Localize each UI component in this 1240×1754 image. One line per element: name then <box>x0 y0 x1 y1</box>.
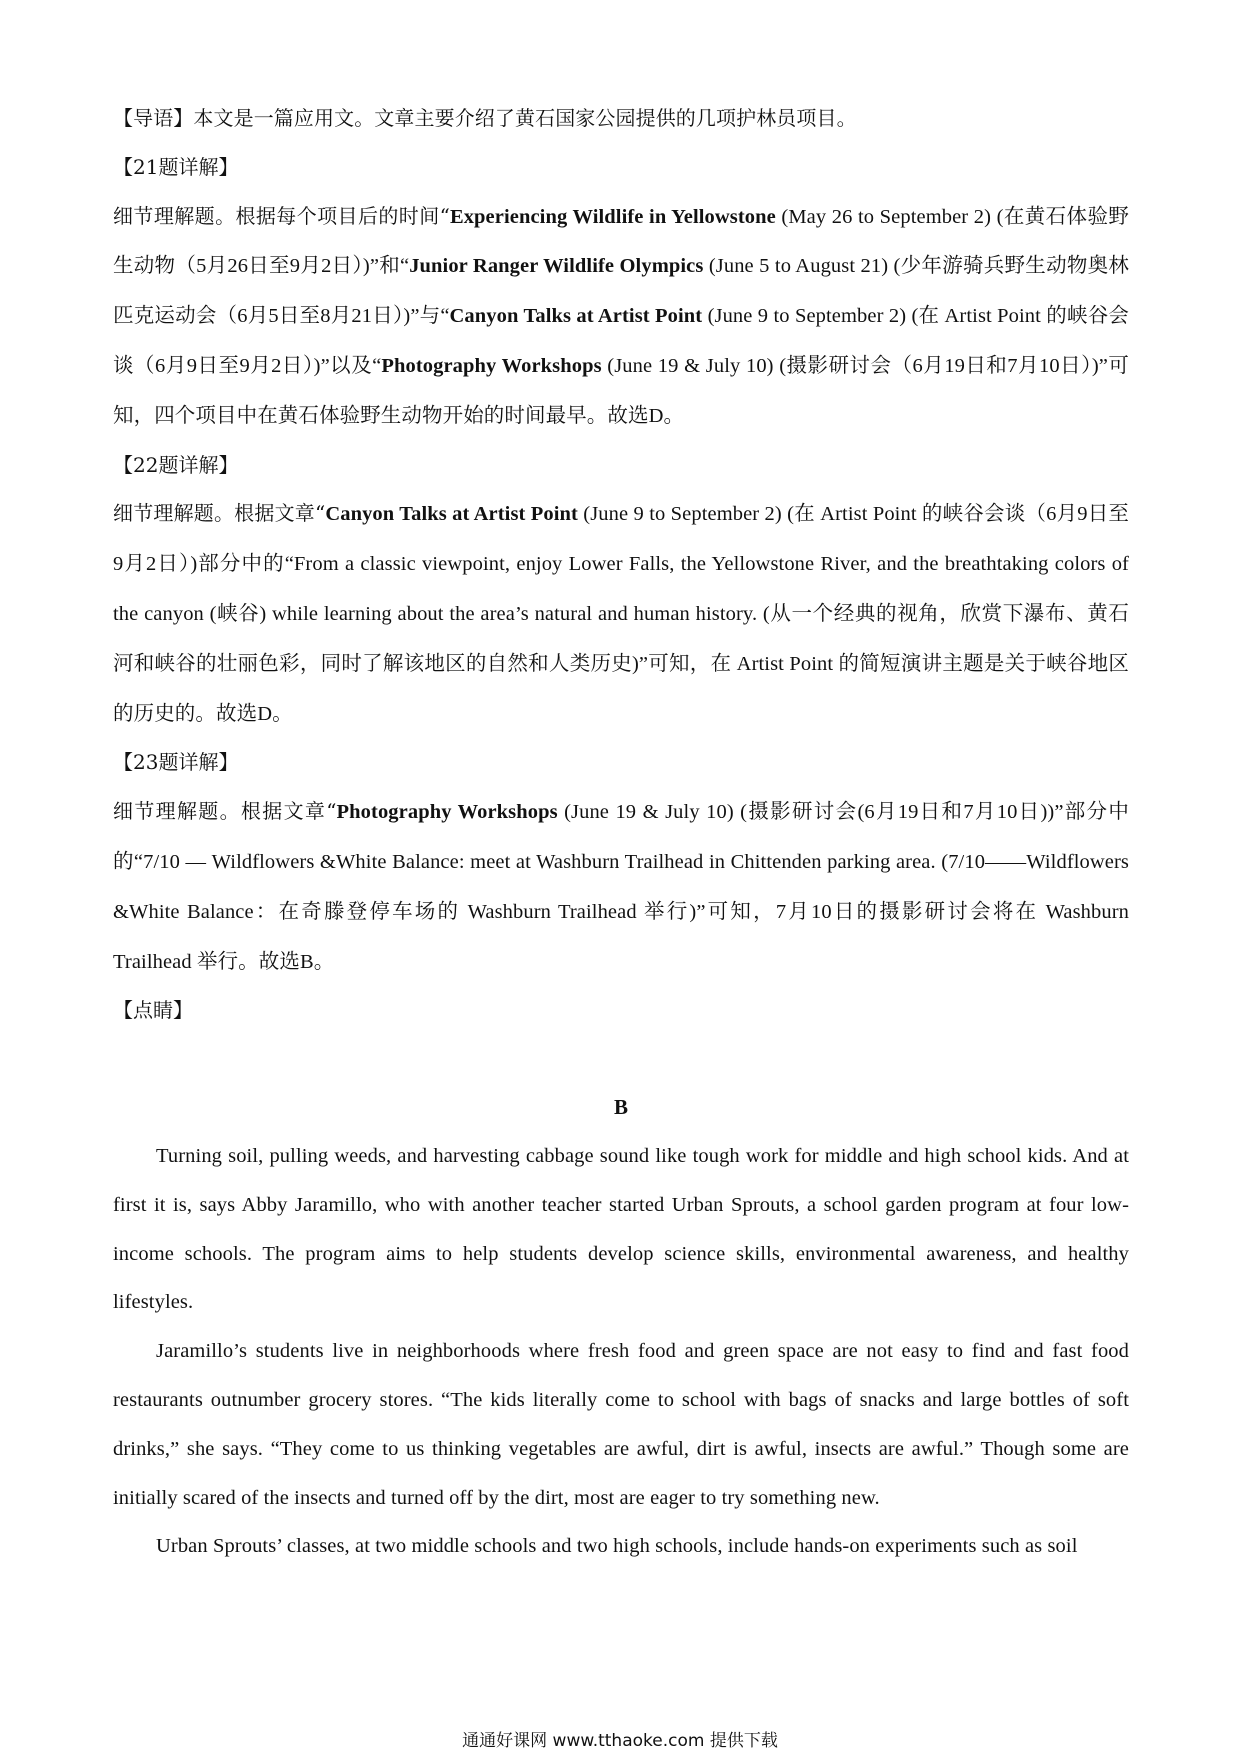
passage-paragraph-3: Urban Sprouts’ classes, at two middle schools and two high schools, include hands-on experiments such as soil <box>156 1535 1078 1558</box>
intro-paragraph <box>113 94 1129 143</box>
q21-explanation <box>113 192 1129 441</box>
page-footer: 通通好课网 www.tthaoke.com 提供下载 <box>462 1731 778 1751</box>
q21-text-5: (June 19 & July 10) (摄影研讨会（6月19日和7月10日）)”可知，四个项目中在黄石体验野生动物开始的时间最早。故选D。 <box>113 354 1129 427</box>
section-gap <box>113 1035 1129 1083</box>
section-b-title: B <box>613 1095 628 1120</box>
document-page <box>113 94 1129 1571</box>
q23-heading: 【23题详解】 <box>113 750 239 775</box>
passage-paragraph-1: Turning soil, pulling weeds, and harvesting cabbage sound like tough work for middle and high school kids. And at first it is, says Abby Jaramillo, who with another teacher started Urban Sprouts, a school garden program at four low-income schools. The program aims to help students develop science skills, environmental awareness, and healthy lifestyles. <box>113 1144 1129 1314</box>
q23-text-2: (June 19 & July 10) (摄影研讨会(6月19日和7月10日))”部分中的“7/10 — Wildflowers &White Balance: meet at Washburn Trailhead in Chittenden parking area. (7/10——Wildflowers &White Balance：在奇滕登停车场的 Washburn Trailhead 举行)”可知，7月10日的摄影研讨会将在 Washburn Trailhead 举行。故选B。 <box>113 801 1129 973</box>
q22-text-2: (June 9 to September 2) (在 Artist Point 的峡谷会谈（6月9日至9月2日）)部分中的“From a classic viewpoint, enjoy Lower Falls, the Yellowstone River, and the breathtaking colors of the canyon (峡谷) while learning about the area’s natural and human history. (从一个经典的视角，欣赏下瀑布、黄石河和峡谷的壮丽色彩，同时了解该地区的自然和人类历史)”可知，在 Artist Point 的简短演讲主题是关于峡谷地区的历史的。故选D。 <box>113 503 1130 725</box>
q22-text-1: 细节理解题。根据文章“ <box>113 501 326 526</box>
q23-explanation <box>113 787 1129 986</box>
q21-program-3: Canyon Talks at Artist Point <box>449 305 703 328</box>
q22-heading: 【22题详解】 <box>113 452 239 477</box>
q23-program: Photography Workshops <box>336 801 558 824</box>
intro-label: 【导语】 <box>113 106 194 130</box>
intro-text: 本文是一篇应用文。文章主要介绍了黄石国家公园提供的几项护林员项目。 <box>193 106 857 130</box>
q21-text-4: (June 9 to September 2) (在 Artist Point 的峡谷会谈（6月9日至9月2日）)”以及“ <box>113 305 1129 377</box>
q21-program-1: Experiencing Wildlife in Yellowstone <box>449 205 776 228</box>
q21-text-2: (May 26 to September 2) (在黄石体验野生动物（5月26日至9月2日）)”和“ <box>113 205 1129 278</box>
q21-text-3: (June 5 to August 21) (少年游骑兵野生动物奥林匹克运动会（6月5日至8月21日）)”与“ <box>113 255 1129 328</box>
q23-text-1: 细节理解题。根据文章“ <box>113 799 337 824</box>
q22-program: Canyon Talks at Artist Point <box>325 503 578 526</box>
passage-paragraph-2: Jaramillo’s students live in neighborhoods where fresh food and green space are not easy to find and fast food restaurants outnumber grocery stores. “The kids literally come to school with bags of snacks and large bottles of soft drinks,” she says. “They come to us thinking vegetables are awful, dirt is awful, insects are awful.” Though some are initially scared of the insects and turned off by the dirt, most are eager to try something new. <box>113 1340 1129 1509</box>
dianjing-heading: 【点睛】 <box>113 998 193 1023</box>
q21-heading: 【21题详解】 <box>113 154 239 179</box>
q21-program-2: Junior Ranger Wildlife Olympics <box>409 255 704 278</box>
q21-text-1: 细节理解题。根据每个项目后的时间“ <box>113 203 450 228</box>
q22-explanation <box>113 489 1129 738</box>
q21-program-4: Photography Workshops <box>381 354 602 377</box>
